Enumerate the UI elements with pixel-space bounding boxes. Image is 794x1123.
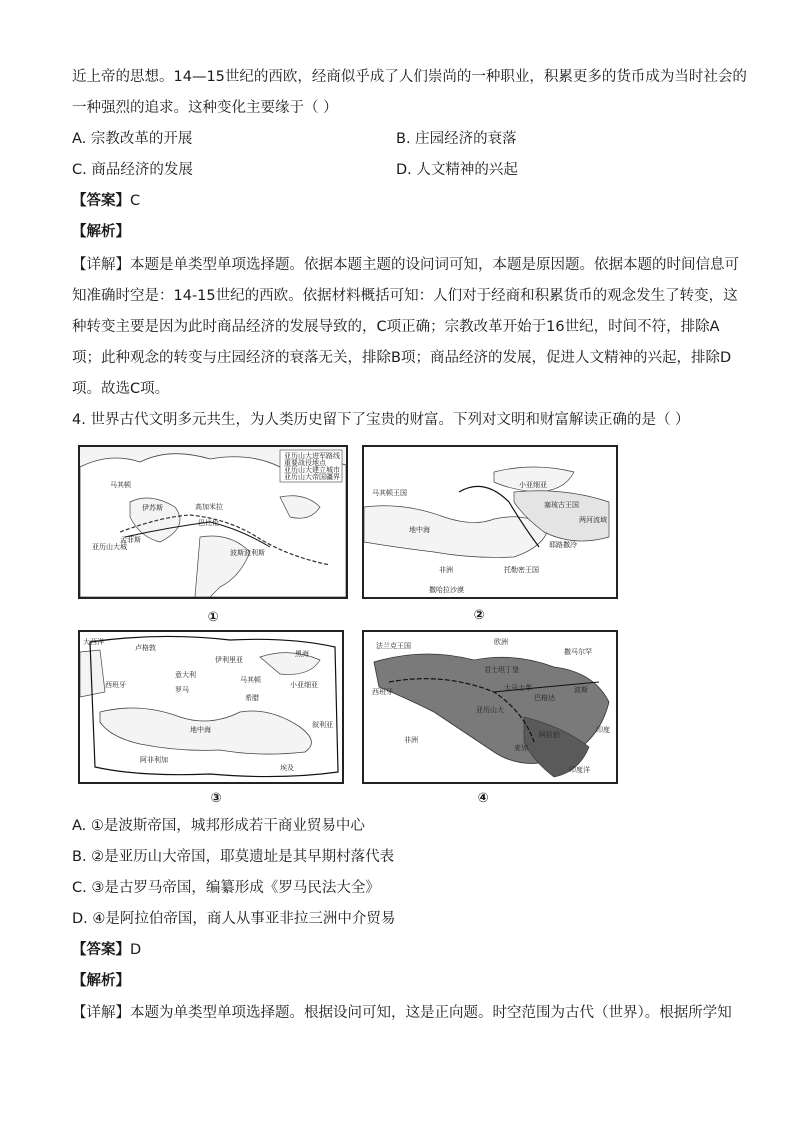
map-4-label: ④ (477, 791, 489, 806)
map3-text-illyria: 伊利里亚 (215, 656, 243, 664)
map3-text-syria: 叙利亚 (312, 721, 333, 729)
q3-answer (72, 191, 140, 211)
q4-stem: 4. 世界古代文明多元共生，为人类历史留下了宝贵的财富。下列对文明和财富解读正确的是（ ） (72, 412, 690, 428)
q3-option-b: B. 庄园经济的衰落 (396, 131, 517, 147)
q3-detail-line-2: 知准确时空是：14-15世纪的西欧。依据材料概括可知：人们对于经商和积累货币的观念发生了转变，这 (72, 288, 738, 304)
map4-text-india: 印度 (596, 726, 610, 734)
map1-text-gaugamela: 高加米拉 (195, 503, 223, 511)
map4-text-samarkand: 撒马尔罕 (564, 648, 592, 656)
map3-text-greece: 希腊 (245, 694, 259, 702)
q4-analysis-tag: 【解析】 (72, 973, 130, 989)
map1-text-alexandria: 亚历山大城 (92, 543, 127, 551)
map3-text-atlantic: 大西洋 (83, 638, 104, 646)
q4-option-b: B. ②是亚历山大帝国，耶莫遗址是其早期村落代表 (72, 849, 395, 865)
q4-option-c: C. ③是古罗马帝国，编纂形成《罗马民法大全》 (72, 880, 380, 896)
q4-option-a: A. ①是波斯帝国，城邦形成若干商业贸易中心 (72, 818, 365, 834)
map3-text-africa: 阿非利加 (140, 756, 168, 764)
answer-value: D (130, 942, 142, 958)
map2-text-asia-minor: 小亚细亚 (519, 481, 547, 489)
q3-detail-line-1: 【详解】本题是单类型单项选择题。依据本题主题的设问词可知，本题是原因题。依据本题的时间信息可 (72, 257, 739, 273)
q3-analysis-tag: 【解析】 (72, 224, 130, 240)
q4-answer (72, 940, 141, 960)
map-2-label: ② (473, 608, 485, 623)
map3-text-black-sea: 黑海 (295, 650, 309, 658)
map1-text-persepolis: 波斯波利斯 (230, 549, 265, 557)
map1-legend-2: 重要战役地点 (284, 459, 326, 467)
map3-text-egypt: 埃及 (280, 764, 294, 772)
map3-text-mediterranean: 地中海 (190, 726, 211, 734)
map1-text-issus: 伊苏斯 (142, 504, 163, 512)
q3-stem-line-1: 近上帝的思想。14—15世纪的西欧，经商似乎成了人们崇尚的一种职业，积累更多的货币成为当时社会的 (72, 69, 747, 85)
map4-text-alexandria: 亚历山大 (476, 706, 504, 714)
map2-text-ptolemaic: 托勒密王国 (504, 566, 539, 574)
map4-text-africa: 非洲 (404, 736, 418, 744)
q3-detail-line-4: 项；此种观念的转变与庄园经济的衰落无关，排除B项；商品经济的发展，促进人文精神的兴起，排除D (72, 350, 732, 366)
map2-text-sahara: 撒哈拉沙漠 (429, 586, 464, 594)
map1-legend-4: 亚历山大帝国疆界 (284, 473, 340, 481)
map1-text-babylon: 巴比伦 (198, 519, 219, 527)
map4-text-damascus: 大马士革 (504, 684, 532, 692)
map1-text-macedonia: 马其顿 (110, 481, 131, 489)
map3-text-asia-minor: 小亚细亚 (290, 681, 318, 689)
answer-value: C (130, 193, 141, 209)
map4-text-baghdad: 巴格达 (534, 694, 555, 702)
map-1 (78, 445, 348, 599)
q3-option-d: D. 人文精神的兴起 (396, 162, 518, 178)
map3-text-spain: 西班牙 (105, 681, 126, 689)
map3-text-macedonia: 马其顿 (240, 676, 261, 684)
map4-text-persia: 波斯 (574, 686, 588, 694)
map4-text-frankish: 法兰克王国 (376, 642, 411, 650)
map4-text-europe: 欧洲 (494, 638, 508, 646)
map2-text-africa: 非洲 (439, 566, 453, 574)
answer-tag: 【答案】 (72, 942, 130, 958)
map3-text-italy: 意大利 (175, 671, 196, 679)
q3-option-c: C. 商品经济的发展 (72, 162, 193, 178)
map3-text-lugdunum: 卢格敦 (135, 644, 156, 652)
map2-text-seleucid: 塞琉古王国 (544, 501, 579, 509)
map4-text-mecca: 麦加 (514, 744, 528, 752)
map-4 (362, 630, 618, 784)
map-3-label: ③ (210, 791, 222, 806)
q3-detail-line-5: 项。故选C项。 (72, 381, 170, 397)
map2-text-mediterranean: 地中海 (409, 526, 430, 534)
q3-detail-line-3: 种转变主要是因为此时商品经济的发展导致的，C项正确；宗教改革开始于16世纪，时间不符，排除A (72, 319, 720, 335)
map2-text-jerusalem: 耶路撒冷 (549, 541, 577, 549)
map1-legend-3: 亚历山大建立城市 (284, 466, 340, 474)
q3-stem-line-2: 一种强烈的追求。这种变化主要缘于（ ） (72, 100, 338, 116)
map4-text-indian-ocean: 印度洋 (569, 766, 590, 774)
map3-text-rome: 罗马 (175, 686, 189, 694)
map2-text-mesopotamia: 两河流域 (579, 516, 607, 524)
map4-text-arabia: 阿拉伯 (539, 731, 560, 739)
answer-tag: 【答案】 (72, 193, 130, 209)
q3-option-a: A. 宗教改革的开展 (72, 131, 193, 147)
map4-text-constantinople: 君士坦丁堡 (484, 666, 519, 674)
q4-option-d: D. ④是阿拉伯帝国，商人从事亚非拉三洲中介贸易 (72, 911, 396, 927)
map-2 (362, 445, 618, 599)
q4-detail-line-1: 【详解】本题为单类型单项选择题。根据设问可知，这是正向题。时空范围为古代（世界）。根据所学知 (72, 1005, 732, 1021)
map-3 (78, 630, 344, 784)
map-1-label: ① (207, 610, 219, 625)
map1-text-memphis: 孟菲斯 (120, 536, 141, 544)
map4-text-spain: 西班牙 (372, 688, 393, 696)
map1-legend-1: 亚历山大进军路线 (284, 452, 340, 460)
map2-text-macedon-kingdom: 马其顿王国 (372, 489, 407, 497)
